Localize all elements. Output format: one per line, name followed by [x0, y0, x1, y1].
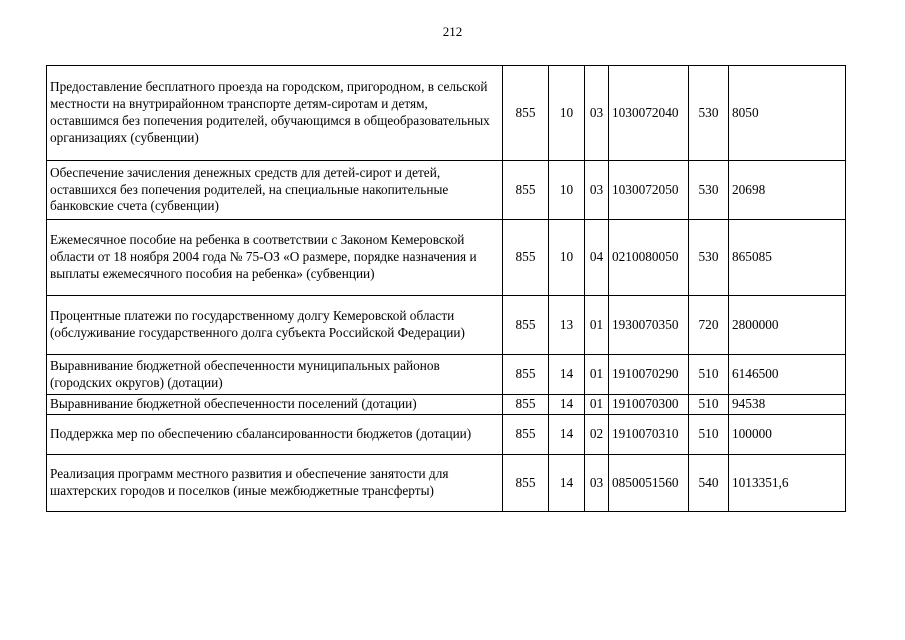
target-item-code: 1910070300	[609, 395, 689, 415]
table-row	[47, 355, 846, 395]
table-row	[47, 395, 846, 415]
row-description: Выравнивание бюджетной обеспеченности муниципальных районов (городских округов) (дотации)	[47, 355, 503, 395]
target-item-code: 1030072050	[609, 161, 689, 220]
expense-type-code: 720	[689, 296, 729, 355]
section-code: 14	[549, 455, 585, 512]
section-code: 10	[549, 66, 585, 161]
subsection-code: 04	[585, 220, 609, 296]
amount: 1013351,6	[729, 455, 846, 512]
subsection-code: 01	[585, 395, 609, 415]
section-code: 14	[549, 395, 585, 415]
subsection-code: 03	[585, 455, 609, 512]
row-description: Поддержка мер по обеспечению сбалансированности бюджетов (дотации)	[47, 415, 503, 455]
row-description: Ежемесячное пособие на ребенка в соответствии с Законом Кемеровской области от 18 ноября 2004 года № 75-ОЗ «О размере, порядке назначения и выплаты ежемесячного пособия на ребенка» (субвенции)	[47, 220, 503, 296]
row-description: Предоставление бесплатного проезда на городском, пригородном, в сельской местности на внутрирайонном транспорте детям-сиротам и детям, оставшимся без попечения родителей, обучающимся в общеобразовательных организациях (субвенции)	[47, 66, 503, 161]
expense-type-code: 530	[689, 161, 729, 220]
section-code: 10	[549, 220, 585, 296]
subsection-code: 03	[585, 66, 609, 161]
section-code: 10	[549, 161, 585, 220]
amount: 100000	[729, 415, 846, 455]
amount: 20698	[729, 161, 846, 220]
table-row	[47, 455, 846, 512]
table-row	[47, 296, 846, 355]
expense-type-code: 510	[689, 415, 729, 455]
expense-type-code: 540	[689, 455, 729, 512]
department-code: 855	[503, 455, 549, 512]
expense-type-code: 530	[689, 66, 729, 161]
table-row	[47, 415, 846, 455]
subsection-code: 02	[585, 415, 609, 455]
amount: 6146500	[729, 355, 846, 395]
budget-table	[46, 65, 846, 512]
subsection-code: 03	[585, 161, 609, 220]
amount: 8050	[729, 66, 846, 161]
department-code: 855	[503, 220, 549, 296]
amount: 94538	[729, 395, 846, 415]
subsection-code: 01	[585, 296, 609, 355]
row-description: Реализация программ местного развития и обеспечение занятости для шахтерских городов и поселков (иные межбюджетные трансферты)	[47, 455, 503, 512]
section-code: 14	[549, 355, 585, 395]
page-number: 212	[442, 24, 463, 39]
department-code: 855	[503, 296, 549, 355]
target-item-code: 1930070350	[609, 296, 689, 355]
target-item-code: 0850051560	[609, 455, 689, 512]
expense-type-code: 510	[689, 355, 729, 395]
row-description: Выравнивание бюджетной обеспеченности поселений (дотации)	[47, 395, 503, 415]
subsection-code: 01	[585, 355, 609, 395]
table-row	[47, 220, 846, 296]
row-description: Процентные платежи по государственному долгу Кемеровской области (обслуживание государственного долга субъекта Российской Федерации)	[47, 296, 503, 355]
department-code: 855	[503, 355, 549, 395]
section-code: 13	[549, 296, 585, 355]
target-item-code: 1910070290	[609, 355, 689, 395]
amount: 2800000	[729, 296, 846, 355]
row-description: Обеспечение зачисления денежных средств для детей-сирот и детей, оставшихся без попечения родителей, на специальные накопительные банковские счета (субвенции)	[47, 161, 503, 220]
department-code: 855	[503, 415, 549, 455]
expense-type-code: 530	[689, 220, 729, 296]
target-item-code: 0210080050	[609, 220, 689, 296]
table-row	[47, 66, 846, 161]
target-item-code: 1910070310	[609, 415, 689, 455]
expense-type-code: 510	[689, 395, 729, 415]
department-code: 855	[503, 66, 549, 161]
section-code: 14	[549, 415, 585, 455]
department-code: 855	[503, 161, 549, 220]
target-item-code: 1030072040	[609, 66, 689, 161]
amount: 865085	[729, 220, 846, 296]
department-code: 855	[503, 395, 549, 415]
table-row	[47, 161, 846, 220]
